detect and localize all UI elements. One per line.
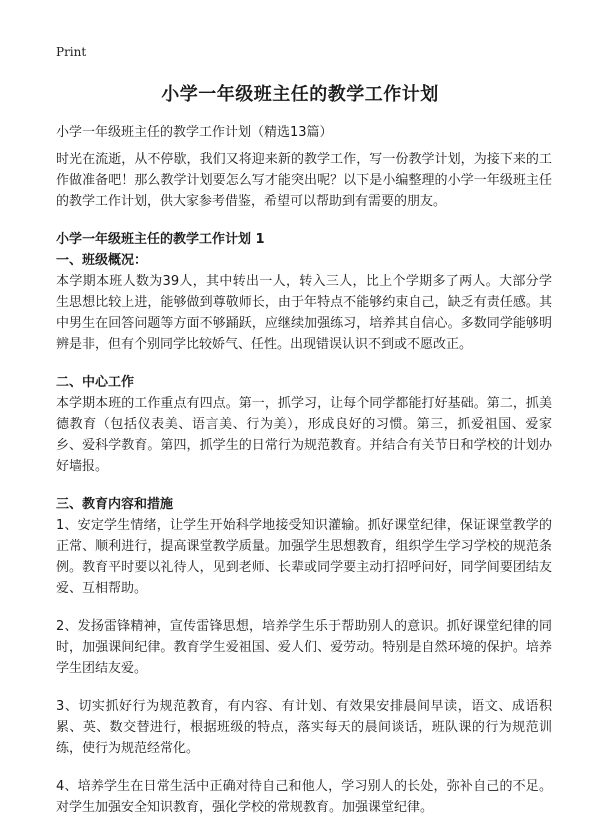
measure-item-4: 4、培养学生在日常生活中正确对待自己和他人，学习别人的长处，弥补自己的不足。对学生加强安全知识教育，强化学校的常规教育。加强课堂纪律。 <box>56 779 552 815</box>
print-link[interactable]: Print <box>56 45 87 59</box>
section-heading-focus: 二、中心工作 <box>56 375 135 390</box>
section-heading-measures: 三、教育内容和措施 <box>56 497 174 512</box>
measure-item-3: 3、切实抓好行为规范教育，有内容、有计划、有效果安排晨间早读，语文、成语积累、英、数交替进行，根据班级的特点，落实每天的晨间谈话，班队课的行为规范训练，使行为规范经常化。 <box>56 699 552 756</box>
section-title: 小学一年级班主任的教学工作计划 1 <box>56 232 265 247</box>
measure-item-1: 1、安定学生情绪，让学生开始科学地接受知识灌输。抓好课堂纪律，保证课堂教学的正常、顺利进行，提高课堂教学质量。加强学生思想教育，组织学生学习学校的规范条例。教育平时要以礼待人，见到老师、长辈或同学要主动打招呼问好，同学间要团结友爱、互相帮助。 <box>56 518 552 596</box>
document-subtitle: 小学一年级班主任的教学工作计划（精选13篇） <box>56 125 333 140</box>
intro-paragraph: 时光在流逝，从不停歇，我们又将迎来新的教学工作，写一份教学计划，为接下来的工作做准备吧！那么教学计划要怎么写才能突出呢？以下是小编整理的小学一年级班主任的教学工作计划，供大家参考借鉴，希望可以帮助到有需要的朋友。 <box>56 152 552 209</box>
page-title: 小学一年级班主任的教学工作计划 <box>161 84 439 105</box>
measure-item-2: 2、发扬雷锋精神，宣传雷锋思想，培养学生乐于帮助别人的意识。抓好课堂纪律的同时，加强课间纪律。教育学生爱祖国、爱人们、爱劳动。特别是自然环境的保护。培养学生团结友爱。 <box>56 619 552 676</box>
section-body-focus: 本学期本班的工作重点有四点。第一，抓学习，让每个同学都能打好基础。第二，抓美德教育（包括仪表美、语言美、行为美），形成良好的习惯。第三，抓爱祖国、爱家乡、爱科学教育。第四，抓学生的日常行为规范教育。并结合有关节日和学校的计划办好墙报。 <box>56 396 552 474</box>
section-heading-overview: 一、班级概况： <box>56 253 148 268</box>
section-body-overview: 本学期本班人数为39人，其中转出一人，转入三人，比上个学期多了两人。大部分学生思想比较上进，能够做到尊敬师长，由于年特点不能够约束自己，缺乏有责任感。其中男生在回答问题等方面不够踊跃，应继续加强练习，培养其自信心。多数同学能够明辨是非，但有个别同学比较娇气、任性。出现错误认识不到或不愿改正。 <box>56 274 552 352</box>
document-body <box>56 149 552 835</box>
